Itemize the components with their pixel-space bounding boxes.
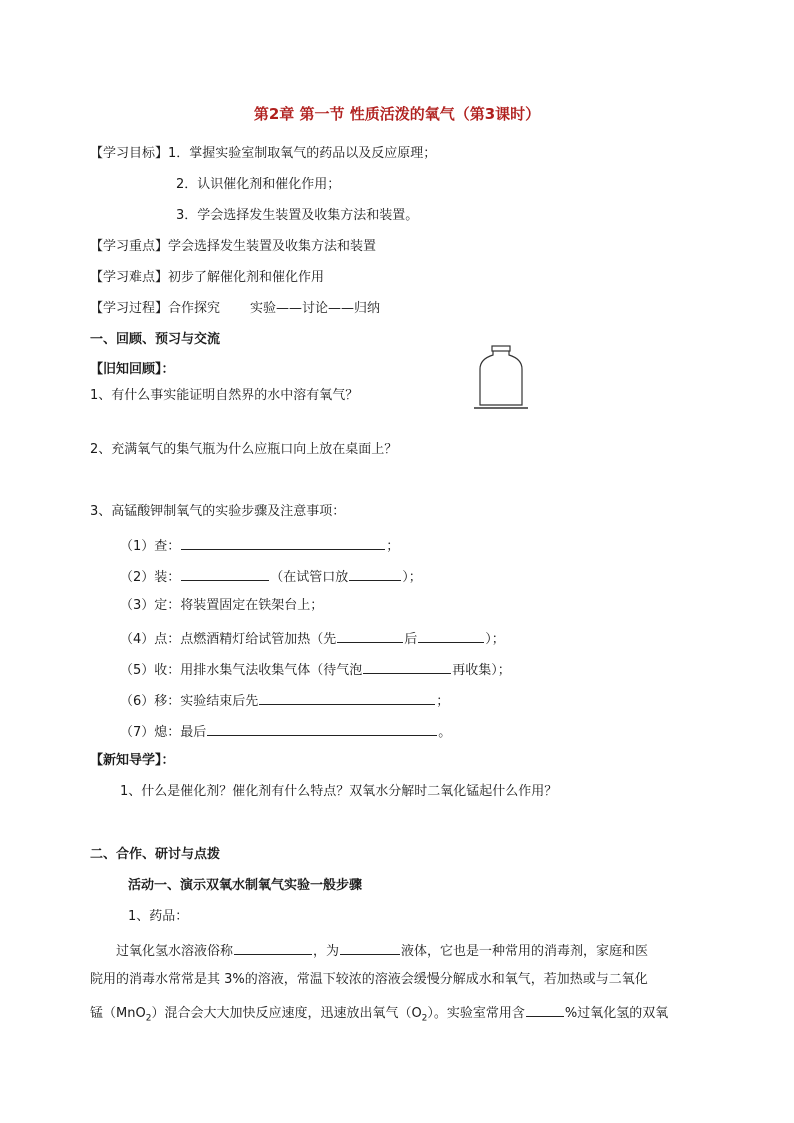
blank-field (340, 940, 400, 955)
step-4: （4）点：点燃酒精灯给试管加热（先 后 ）； (120, 628, 505, 649)
paragraph-line-1: 过氧化氢水溶液俗称 ，为 液体，它也是一种常用的消毒剂，家庭和医 (116, 940, 648, 961)
objectives-line-1 (90, 145, 436, 163)
step-5: （5）收：用排水集气法收集气体（待气泡 再收集）； (120, 659, 511, 680)
blank-field (349, 566, 401, 581)
objective-3: 3．学会选择发生装置及收集方法和装置。 (176, 208, 419, 223)
paragraph-line-2: 院用的消毒水常常是其 3%的溶液，常温下较浓的溶液会缓慢分解成水和氧气，若加热或与二氧化 (90, 972, 648, 987)
paragraph-line-3: 锰（MnO$_2$）混合会大大加快反应速度，迅速放出氧气$(O_2)$。实验室常用含 %过氧化氢的双氧 (90, 1002, 668, 1028)
blank-field (207, 721, 437, 736)
key-point-label: 【学习重点】 (90, 239, 169, 254)
review-question-2: 2、充满氧气的集气瓶为什么应瓶口向上放在桌面上？ (90, 442, 398, 457)
drug-heading: 1、药品： (128, 909, 189, 924)
step-1: （1）查： ； (120, 535, 399, 556)
section-2-heading: 二、合作、研讨与点拨 (90, 847, 221, 862)
review-question-1: 1、有什么事实能证明自然界的水中溶有氧气？ (90, 388, 359, 403)
review-question-3: 3、高锰酸钾制氧气的实验步骤及注意事项： (90, 504, 346, 519)
blank-field (363, 659, 451, 674)
step-6: （6）移：实验结束后先 ； (120, 690, 449, 711)
objectives-label: 【学习目标】 (90, 146, 169, 161)
page-title: 第2章 第一节 性质活泼的氧气（第3课时） (253, 105, 541, 123)
difficulty-label: 【学习难点】 (90, 270, 169, 285)
key-point-text: 学会选择发生装置及收集方法和装置 (168, 239, 377, 254)
difficulty-text: 初步了解催化剂和催化作用 (168, 270, 325, 285)
blank-field (234, 940, 312, 955)
new-knowledge-label: 【新知导学】： (90, 753, 175, 768)
section-1-heading: 一、回顾、预习与交流 (90, 332, 221, 347)
step-2: （2）装： （在试管口放 ）； (120, 566, 422, 587)
step-7: （7）熄：最后 。 (120, 721, 451, 742)
new-question-1: 1、什么是催化剂？催化剂有什么特点？双氧水分解时二氧化锰起什么作用？ (120, 784, 558, 799)
objective-1: 1．掌握实验室制取氧气的药品以及反应原理； (168, 146, 437, 161)
blank-field (181, 535, 385, 550)
blank-field (259, 690, 435, 705)
process-steps: 实验——讨论——归纳 (250, 301, 381, 316)
key-point-line (90, 238, 376, 256)
process-label: 【学习过程】 (90, 301, 169, 316)
blank-field (526, 1002, 564, 1017)
review-label: 【旧知回顾】： (90, 362, 175, 377)
blank-field (418, 628, 484, 643)
blank-field (337, 628, 403, 643)
blank-field (181, 566, 269, 581)
difficulty-line (90, 269, 324, 287)
activity-1-heading: 活动一、演示双氧水制氧气实验一般步骤 (128, 878, 363, 893)
process-text: 合作探究 (168, 301, 221, 316)
objective-2: 2．认识催化剂和催化作用； (176, 177, 341, 192)
gas-jar-icon (472, 345, 530, 413)
process-line (90, 300, 380, 318)
step-3: （3）定：将装置固定在铁架台上； (120, 598, 324, 613)
